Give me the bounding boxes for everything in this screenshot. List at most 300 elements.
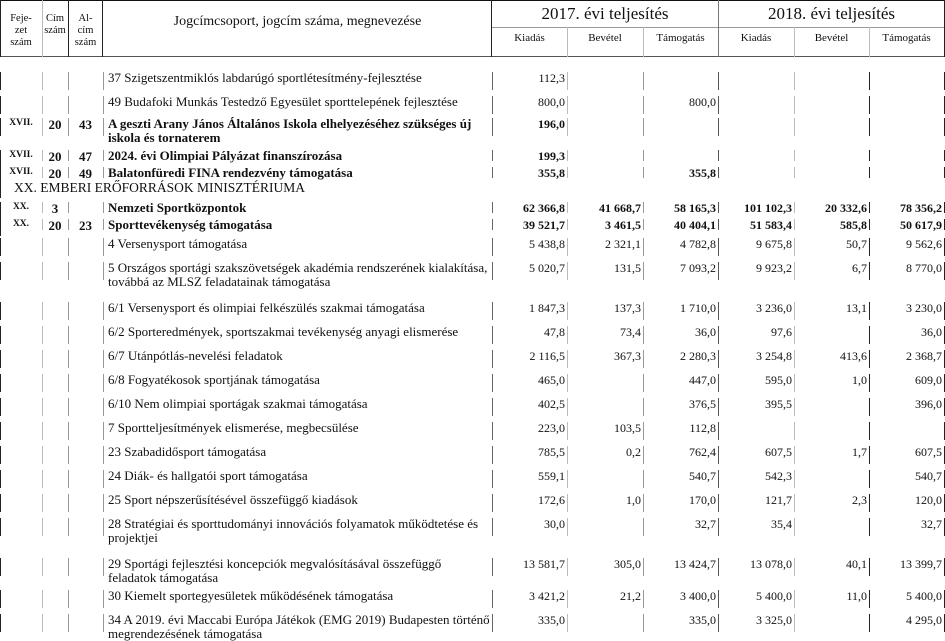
- jogcim-title-cell: 4 Versenysport támogatása: [108, 236, 248, 251]
- jogcim-title-cell: 6/8 Fogyatékosok sportjának támogatása: [108, 372, 320, 387]
- row-divider: [0, 238, 1, 256]
- row-divider: [794, 302, 795, 320]
- amount-cell-b17: [567, 90, 643, 95]
- cim-cell: [42, 416, 68, 421]
- amount-cell-t18: 540,7: [915, 469, 942, 483]
- row-divider: [103, 150, 104, 161]
- row-divider: [0, 96, 1, 114]
- fejezet-cell: [0, 320, 42, 324]
- header-divider: [102, 0, 103, 57]
- fejezet-cell: [0, 608, 42, 612]
- row-divider: [794, 150, 795, 161]
- amount-cell-t18: 609,0: [915, 373, 942, 387]
- alcim-cell: [68, 608, 103, 613]
- row-divider: [103, 446, 104, 464]
- table-row: [0, 90, 945, 114]
- row-divider: [103, 558, 104, 576]
- table-row: [0, 416, 945, 440]
- row-divider: [68, 150, 69, 161]
- row-divider: [567, 238, 568, 256]
- amount-cell-k17: 355,8: [538, 166, 565, 180]
- amount-cell-b17: 131,5: [614, 261, 641, 275]
- amount-cell-b18: 20 332,6: [825, 201, 867, 215]
- row-divider: [492, 350, 493, 368]
- table-row: [0, 256, 945, 296]
- cim-cell: [42, 256, 68, 261]
- jogcim-title-cell: 23 Szabadidősport támogatása: [108, 444, 267, 459]
- header-divider: [643, 27, 644, 57]
- amount-cell-t17: 2 280,3: [680, 349, 716, 363]
- row-divider: [567, 398, 568, 416]
- header-bevetel-2018: Bevétel: [814, 32, 849, 44]
- amount-cell-b18: 585,8: [840, 218, 867, 232]
- alcim-cell: [68, 256, 103, 261]
- cim-cell: [42, 552, 68, 557]
- jogcim-title-cell: 34 A 2019. évi Maccabi Európa Játékok (EMG 2019) Budapesten történő megrendezésének támogatása: [108, 612, 490, 641]
- amount-cell-b18: [794, 146, 869, 149]
- row-divider: [42, 118, 43, 136]
- alcim-cell: [68, 90, 103, 95]
- amount-cell-b18: [794, 320, 869, 325]
- alcim-cell: [68, 368, 103, 373]
- header-divider: [68, 0, 69, 57]
- amount-cell-t17: 355,8: [689, 166, 716, 180]
- amount-cell-k18: 607,5: [765, 445, 792, 459]
- header-bevetel-2017: Bevétel: [588, 32, 622, 44]
- amount-cell-k17: 39 521,7: [523, 218, 565, 232]
- amount-cell-k17: 112,3: [538, 71, 565, 85]
- amount-cell-b17: 1,0: [626, 493, 641, 507]
- row-divider: [718, 470, 719, 488]
- amount-cell-b18: [794, 392, 869, 397]
- amount-cell-t18: [869, 416, 944, 421]
- fejezet-cell: [0, 344, 42, 348]
- row-divider: [68, 494, 69, 512]
- table-row: [0, 320, 945, 344]
- row-divider: [68, 96, 69, 114]
- row-divider: [718, 446, 719, 464]
- row-divider: [42, 558, 43, 576]
- cim-cell: [42, 488, 68, 493]
- amount-cell-b18: 1,0: [852, 373, 867, 387]
- row-divider: [869, 446, 870, 464]
- jogcim-title-cell: 6/1 Versenysport és olimpiai felkészülés szakmai támogatása: [108, 300, 425, 315]
- amount-cell-t17: 7 093,2: [680, 261, 716, 275]
- amount-cell-k17: 5 020,7: [529, 261, 565, 275]
- row-divider: [0, 446, 1, 464]
- row-divider: [567, 518, 568, 536]
- amount-cell-b18: [794, 66, 869, 71]
- amount-cell-b17: [567, 392, 643, 397]
- amount-cell-b18: 2,3: [852, 493, 867, 507]
- header-title: Jogcímcsoport, jogcím száma, megnevezése: [173, 14, 422, 29]
- cim-cell: 20: [48, 117, 62, 132]
- row-divider: [567, 219, 568, 230]
- amount-cell-t17: 335,0: [689, 613, 716, 627]
- amount-cell-b17: 73,4: [620, 325, 641, 339]
- row-divider: [718, 96, 719, 114]
- row-divider: [68, 558, 69, 576]
- header-divider: [0, 0, 1, 57]
- row-divider: [567, 494, 568, 512]
- table-row: [0, 344, 945, 368]
- row-divider: [492, 470, 493, 488]
- cim-cell: [42, 344, 68, 349]
- amount-cell-b17: [567, 146, 643, 149]
- fejezet-cell: [0, 488, 42, 492]
- header-divider: [794, 27, 795, 57]
- fejezet-cell: XVII.: [9, 167, 33, 177]
- amount-cell-k17: 199,3: [538, 149, 565, 163]
- row-divider: [42, 238, 43, 256]
- row-divider: [103, 494, 104, 512]
- fejezet-cell: [0, 392, 42, 396]
- row-divider: [567, 262, 568, 280]
- row-divider: [42, 470, 43, 488]
- jogcim-title-cell: A geszti Arany János Általános Iskola elhelyezéséhez szükséges új iskola és tornaterem: [108, 116, 472, 145]
- row-divider: [643, 558, 644, 576]
- row-divider: [869, 150, 870, 161]
- row-divider: [42, 150, 43, 161]
- row-divider: [0, 326, 1, 344]
- row-divider: [869, 494, 870, 512]
- row-divider: [643, 118, 644, 136]
- row-divider: [869, 422, 870, 440]
- row-divider: [794, 238, 795, 256]
- amount-cell-t18: 607,5: [915, 445, 942, 459]
- row-divider: [0, 374, 1, 392]
- amount-cell-k17: 30,0: [544, 517, 565, 531]
- row-divider: [869, 518, 870, 536]
- row-divider: [492, 614, 493, 632]
- amount-cell-t18: 9 562,6: [906, 237, 942, 251]
- row-divider: [492, 518, 493, 536]
- row-divider: [643, 326, 644, 344]
- row-divider: [42, 96, 43, 114]
- amount-cell-k17: 1 847,3: [529, 301, 565, 315]
- section-heading: XX. EMBERI ERŐFORRÁSOK MINISZTÉRIUMA: [14, 180, 306, 195]
- cim-cell: [42, 232, 68, 237]
- header-kiadas-2017: Kiadás: [514, 32, 545, 44]
- amount-cell-b18: 50,7: [846, 237, 867, 251]
- amount-cell-k17: 335,0: [538, 613, 565, 627]
- row-divider: [718, 350, 719, 368]
- row-divider: [0, 118, 1, 136]
- row-divider: [794, 326, 795, 344]
- row-divider: [794, 262, 795, 280]
- row-divider: [103, 398, 104, 416]
- amount-cell-k18: 3 254,8: [756, 349, 792, 363]
- header-cim-label: Cím szám: [44, 13, 66, 36]
- amount-cell-t18: [869, 114, 944, 117]
- row-divider: [0, 590, 1, 608]
- amount-cell-k17: 47,8: [544, 325, 565, 339]
- row-divider: [718, 167, 719, 178]
- amount-cell-t17: 40 404,1: [674, 218, 716, 232]
- row-divider: [718, 72, 719, 90]
- row-divider: [794, 96, 795, 114]
- row-divider: [0, 302, 1, 320]
- amount-cell-b17: [567, 464, 643, 469]
- row-divider: [869, 118, 870, 136]
- amount-cell-b17: 305,0: [614, 557, 641, 571]
- jogcim-title-cell: 2024. évi Olimpiai Pályázat finanszírozása: [108, 148, 343, 163]
- row-divider: [643, 350, 644, 368]
- alcim-cell: 47: [79, 149, 92, 164]
- row-divider: [68, 326, 69, 344]
- header-tamogatas-2018: Támogatás: [882, 32, 931, 44]
- row-divider: [794, 72, 795, 90]
- row-divider: [42, 326, 43, 344]
- row-divider: [0, 422, 1, 440]
- row-divider: [718, 494, 719, 512]
- row-divider: [869, 614, 870, 632]
- section-heading-row: [0, 180, 945, 198]
- row-divider: [42, 614, 43, 632]
- amount-cell-t18: 8 770,0: [906, 261, 942, 275]
- row-divider: [103, 202, 104, 213]
- alcim-cell: [68, 296, 103, 301]
- amount-cell-k18: [718, 163, 794, 166]
- amount-cell-t18: 2 368,7: [906, 349, 942, 363]
- table-row: [0, 608, 945, 641]
- amount-cell-b17: [567, 608, 643, 613]
- row-divider: [68, 262, 69, 280]
- row-divider: [42, 374, 43, 392]
- fejezet-cell: [0, 584, 42, 588]
- amount-cell-t17: 4 782,8: [680, 237, 716, 251]
- row-divider: [42, 422, 43, 440]
- row-divider: [68, 350, 69, 368]
- row-divider: [643, 238, 644, 256]
- row-divider: [103, 422, 104, 440]
- alcim-cell: [68, 392, 103, 397]
- amount-cell-k18: [718, 90, 794, 95]
- amount-cell-t18: [869, 146, 944, 149]
- fejezet-cell: [0, 552, 42, 556]
- amount-cell-t17: 447,0: [689, 373, 716, 387]
- amount-cell-t18: 78 356,2: [900, 201, 942, 215]
- row-divider: [103, 302, 104, 320]
- amount-cell-k18: 3 236,0: [756, 301, 792, 315]
- row-divider: [718, 238, 719, 256]
- row-divider: [42, 167, 43, 178]
- row-divider: [103, 470, 104, 488]
- amount-cell-k17: 559,1: [538, 469, 565, 483]
- row-divider: [103, 219, 104, 230]
- row-divider: [869, 326, 870, 344]
- row-divider: [869, 167, 870, 178]
- row-divider: [0, 518, 1, 536]
- amount-cell-b18: [794, 608, 869, 613]
- alcim-cell: [68, 584, 103, 589]
- row-divider: [567, 96, 568, 114]
- row-divider: [643, 614, 644, 632]
- row-divider: [0, 470, 1, 488]
- row-divider: [42, 202, 43, 213]
- amount-cell-k18: 395,5: [765, 397, 792, 411]
- row-divider: [68, 167, 69, 178]
- row-divider: [492, 238, 493, 256]
- amount-cell-b18: 413,6: [840, 349, 867, 363]
- row-divider: [718, 398, 719, 416]
- row-divider: [718, 150, 719, 161]
- row-divider: [718, 326, 719, 344]
- row-divider: [643, 590, 644, 608]
- amount-cell-k17: 62 366,8: [523, 201, 565, 215]
- row-divider: [42, 590, 43, 608]
- row-divider: [718, 518, 719, 536]
- fejezet-cell: XVII.: [9, 150, 33, 160]
- row-divider: [567, 614, 568, 632]
- row-divider: [794, 374, 795, 392]
- cim-cell: [42, 608, 68, 613]
- row-divider: [567, 302, 568, 320]
- amount-cell-t17: 32,7: [695, 517, 716, 531]
- row-divider: [567, 167, 568, 178]
- row-divider: [869, 470, 870, 488]
- fejezet-cell: [0, 368, 42, 372]
- row-divider: [718, 590, 719, 608]
- row-divider: [42, 518, 43, 536]
- alcim-cell: [68, 344, 103, 349]
- amount-cell-k17: 223,0: [538, 421, 565, 435]
- header-alcim: [68, 1, 103, 57]
- row-divider: [492, 446, 493, 464]
- amount-cell-k18: [718, 66, 794, 71]
- row-divider: [492, 494, 493, 512]
- row-divider: [643, 96, 644, 114]
- row-divider: [103, 167, 104, 178]
- row-divider: [718, 558, 719, 576]
- row-divider: [718, 422, 719, 440]
- alcim-cell: 23: [79, 218, 92, 233]
- jogcim-title-cell: 6/7 Utánpótlás-nevelési feladatok: [108, 348, 283, 363]
- row-divider: [869, 558, 870, 576]
- amount-cell-t18: [869, 163, 944, 166]
- row-divider: [492, 150, 493, 161]
- cim-cell: [42, 320, 68, 325]
- table-header: [0, 0, 945, 57]
- amount-cell-t17: 112,8: [689, 421, 716, 435]
- row-divider: [567, 118, 568, 136]
- row-divider: [794, 422, 795, 440]
- row-divider: [643, 518, 644, 536]
- row-divider: [103, 262, 104, 280]
- row-divider: [68, 470, 69, 488]
- row-divider: [492, 590, 493, 608]
- table-row: [0, 512, 945, 552]
- row-divider: [567, 558, 568, 576]
- amount-cell-t17: [643, 66, 718, 71]
- amount-cell-b18: [794, 90, 869, 95]
- row-divider: [103, 326, 104, 344]
- cim-cell: [42, 392, 68, 397]
- amount-cell-b18: [794, 464, 869, 469]
- row-divider: [0, 180, 1, 198]
- cim-cell: 20: [48, 149, 62, 164]
- row-divider: [643, 494, 644, 512]
- amount-cell-k18: 35,4: [771, 517, 792, 531]
- row-divider: [492, 202, 493, 213]
- table-row: [0, 66, 945, 90]
- row-divider: [492, 558, 493, 576]
- row-divider: [643, 446, 644, 464]
- amount-cell-t17: 13 424,7: [674, 557, 716, 571]
- amount-cell-t18: 5 400,0: [906, 589, 942, 603]
- jogcim-title-cell: 6/2 Sporteredmények, sportszakmai tevékenység anyagi elismerése: [108, 324, 459, 339]
- amount-cell-k17: 402,5: [538, 397, 565, 411]
- row-divider: [492, 422, 493, 440]
- row-divider: [492, 326, 493, 344]
- row-divider: [869, 262, 870, 280]
- amount-cell-t17: 58 165,3: [674, 201, 716, 215]
- row-divider: [567, 374, 568, 392]
- row-divider: [794, 118, 795, 136]
- row-divider: [68, 202, 69, 213]
- row-divider: [567, 422, 568, 440]
- row-divider: [68, 72, 69, 90]
- row-divider: [869, 302, 870, 320]
- row-divider: [718, 202, 719, 213]
- cim-cell: [42, 368, 68, 373]
- alcim-cell: [68, 464, 103, 469]
- amount-cell-t18: [869, 90, 944, 95]
- amount-cell-t18: 4 295,0: [906, 613, 942, 627]
- amount-cell-k17: 785,5: [538, 445, 565, 459]
- row-divider: [103, 72, 104, 90]
- alcim-cell: [68, 440, 103, 445]
- header-year-2018: 2018. évi teljesítés: [718, 1, 945, 28]
- row-divider: [794, 446, 795, 464]
- header-fejezet-label: Feje- zet szám: [10, 13, 32, 48]
- row-divider: [794, 558, 795, 576]
- row-divider: [68, 422, 69, 440]
- row-divider: [68, 614, 69, 632]
- alcim-cell: [68, 198, 103, 201]
- header-alcim-label: Al- cím szám: [74, 13, 97, 48]
- row-divider: [68, 238, 69, 256]
- amount-cell-k18: 5 400,0: [756, 589, 792, 603]
- row-divider: [718, 219, 719, 230]
- table-row: [0, 392, 945, 416]
- amount-cell-t17: [643, 146, 718, 149]
- amount-cell-t18: 50 617,9: [900, 218, 942, 232]
- row-divider: [42, 350, 43, 368]
- table-row: [0, 464, 945, 488]
- row-divider: [42, 302, 43, 320]
- header-fejezet: [0, 1, 42, 57]
- amount-cell-k17: 13 581,7: [523, 557, 565, 571]
- amount-cell-b17: 137,3: [614, 301, 641, 315]
- row-divider: [567, 326, 568, 344]
- cim-cell: [42, 90, 68, 95]
- jogcim-title-cell: 6/10 Nem olimpiai sportágak szakmai támogatása: [108, 396, 368, 411]
- header-divider: [869, 27, 870, 57]
- amount-cell-b17: 3 461,5: [605, 218, 641, 232]
- fejezet-cell: [0, 256, 42, 260]
- amount-cell-b18: [794, 512, 869, 517]
- row-divider: [869, 219, 870, 230]
- row-divider: [794, 470, 795, 488]
- amount-cell-b17: 21,2: [620, 589, 641, 603]
- jogcim-title-cell: 37 Szigetszentmiklós labdarúgó sportlétesítmény-fejlesztése: [108, 70, 422, 85]
- amount-cell-b18: 6,7: [852, 261, 867, 275]
- amount-cell-k18: 121,7: [765, 493, 792, 507]
- amount-cell-b18: 11,0: [846, 589, 867, 603]
- row-divider: [794, 219, 795, 230]
- amount-cell-k18: 9 923,2: [756, 261, 792, 275]
